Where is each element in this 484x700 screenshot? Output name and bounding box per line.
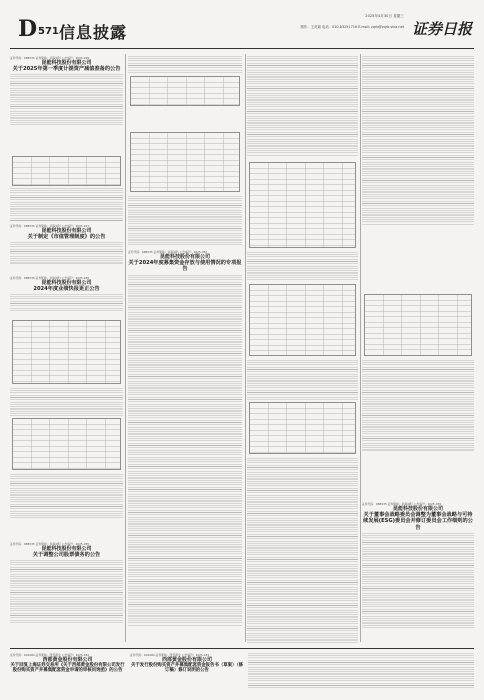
stock-code: 证券代码：688535 证券简称：华海诚科 公告编号：2025-038 — [10, 56, 90, 60]
article-title: 关于2025年第一季度计提资产减值准备的公告 — [12, 66, 121, 72]
company-name: 昆能科技股份有限公司 — [41, 546, 92, 552]
article-fund-usage — [128, 250, 242, 627]
body-text — [128, 56, 242, 74]
body-text — [362, 360, 474, 452]
body-text — [10, 560, 123, 624]
column-rule — [125, 54, 126, 642]
data-table — [249, 402, 356, 454]
stock-code: 证券代码：601069 证券简称：西部黄金 公告编号：2025-032 — [10, 653, 90, 657]
stock-code: 证券代码：688535 证券简称：华海诚科 公告编号：2025-036 — [10, 276, 90, 280]
column-1 — [10, 54, 123, 642]
bottom-band — [10, 648, 474, 693]
body-text — [10, 294, 123, 312]
body-text — [10, 388, 123, 418]
column-3 — [247, 54, 358, 642]
page-letter: D — [18, 16, 38, 42]
body-text — [10, 188, 123, 222]
company-name: 昆能科技股份有限公司 — [159, 254, 210, 260]
body-text — [10, 74, 123, 126]
company-name: 西部黄金股份有限公司 — [161, 657, 212, 663]
editor-info: 制作：王英斌 电话：010-83251716 E-mail: zqrb@zqrb.sina.net — [300, 25, 404, 29]
newspaper-page — [10, 8, 474, 692]
data-table — [130, 76, 240, 106]
company-name: 西部黄金股份有限公司 — [42, 657, 93, 663]
article-inquiry-reply — [10, 653, 125, 693]
body-text — [362, 56, 474, 226]
column-rule — [245, 54, 246, 642]
body-text — [247, 252, 358, 282]
data-table — [130, 132, 240, 192]
column-rule — [360, 54, 361, 642]
company-name: 昆能科技股份有限公司 — [41, 280, 92, 286]
stock-code: 证券代码：688535 证券简称：华海诚科 公告编号：2025-035 — [10, 542, 90, 546]
body-text — [248, 653, 474, 689]
bottom-body-text — [248, 653, 474, 693]
article-title: 关于发行股份购买资产并募集配套资金报告书（草案）（修订稿）修订说明的公告 — [131, 663, 243, 673]
article-title: 2024年度业绩快报更正公告 — [33, 286, 100, 292]
body-text — [10, 474, 123, 518]
article-market-value — [10, 224, 123, 264]
body-text — [10, 242, 123, 264]
stock-code: 证券代码：688535 证券简称：华海诚科 公告编号：2025-037 — [10, 224, 90, 228]
data-table — [12, 156, 121, 186]
body-text — [247, 360, 358, 400]
body-text — [128, 457, 242, 627]
section-title: 信息披露 — [59, 23, 128, 42]
data-table — [12, 320, 121, 384]
article-title: 关于调整公司股票债务的公告 — [32, 552, 101, 558]
company-name: 昆能科技股份有限公司 — [41, 60, 92, 66]
newspaper-logo: 证券日报 — [411, 20, 472, 38]
article-title: 关于董事会战略委员会调整为董事会战略与可持续发展(ESG)委员会并修订委员会工作细则的公告 — [363, 512, 473, 531]
stock-code: 证券代码：688535 证券简称：华海诚科 公告编号：2025-039 — [362, 502, 442, 506]
body-text — [128, 275, 242, 455]
data-table — [249, 284, 356, 356]
company-name: 昆能科技股份有限公司 — [41, 228, 92, 234]
data-table — [364, 294, 472, 356]
article-debt — [10, 542, 123, 624]
body-text — [362, 533, 474, 629]
stock-code: 证券代码：688535 证券简称：华海诚科 公告编号：2025-034 — [128, 250, 208, 254]
page-header — [10, 8, 474, 49]
article-title: 关于回复上海证券交易所《关于西部黄金股份有限公司发行股份购买资产并募集配套资金申请的审核问询函》的公告 — [10, 663, 125, 673]
body-text — [247, 458, 358, 644]
body-text — [128, 196, 242, 246]
issue-date: 2025年4月30日 星期三 — [365, 14, 404, 18]
article-performance — [10, 276, 123, 312]
article-impairment — [10, 56, 123, 126]
article-title: 关于制定《市值管理制度》的公告 — [27, 234, 106, 240]
body-text — [247, 56, 358, 156]
article-esg-committee — [362, 502, 474, 629]
data-table — [249, 162, 356, 248]
stock-code: 证券代码：601069 证券简称：西部黄金 公告编号：2025-033 — [130, 653, 210, 657]
page-number: 571 — [38, 26, 59, 37]
company-name: 昆能科技股份有限公司 — [392, 506, 443, 512]
data-table — [12, 418, 121, 470]
article-title: 关于2024年度募集资金存放与使用情况的专项报告 — [128, 260, 242, 273]
column-4 — [362, 54, 474, 642]
article-revision-note — [130, 653, 244, 693]
column-2 — [128, 54, 242, 642]
